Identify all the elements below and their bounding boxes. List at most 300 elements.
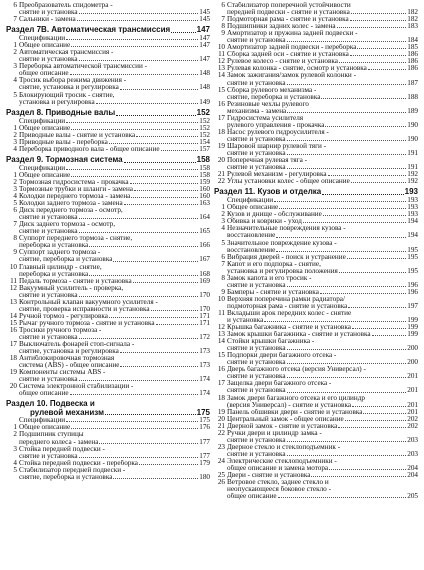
toc-entry — [214, 465, 418, 472]
dot-leader — [66, 122, 198, 123]
page-number: 193 — [407, 210, 418, 219]
toc-entry — [214, 23, 418, 30]
entry-number: 5 — [13, 199, 17, 208]
page-number: 179 — [199, 458, 210, 467]
entry-title: общее описание — [19, 390, 69, 398]
page-number: 177 — [199, 451, 210, 460]
page-number: 172 — [199, 332, 210, 341]
page-number: 177 — [199, 437, 210, 446]
section-title: Раздел 7В. Автоматическая трансмиссия — [6, 25, 171, 35]
entry-title: Кузов и днище - обслуживание — [227, 211, 322, 219]
toc-entry — [214, 430, 418, 437]
dot-leader — [79, 60, 199, 61]
entry-title: Общее описание — [227, 204, 279, 212]
entry-title: Колодки переднего тормоза - замена — [19, 193, 131, 201]
dot-leader — [79, 296, 199, 297]
entry-title: Диск заднего тормоза - осмотр, — [19, 221, 116, 229]
dot-leader — [151, 310, 199, 311]
toc-entry — [214, 317, 418, 324]
entry-number: 20 — [217, 156, 225, 165]
page-number: 199 — [407, 323, 418, 332]
entry-number: 20 — [9, 382, 17, 391]
entry-number: 18 — [217, 393, 225, 402]
entry-number: 9 — [13, 248, 17, 257]
toc-entry — [6, 341, 210, 348]
toc-entry — [6, 348, 210, 355]
page-number: 203 — [407, 435, 418, 444]
toc-entry — [6, 200, 210, 207]
toc-entry — [6, 417, 210, 424]
page-number: 202 — [407, 421, 418, 430]
entry-number: 9 — [221, 29, 225, 38]
toc-entry — [214, 157, 418, 164]
entry-title: Спецификации — [19, 417, 66, 425]
dot-leader — [325, 126, 406, 127]
dot-leader — [348, 307, 406, 308]
entry-title: Двери - снятие и установка — [227, 472, 311, 480]
dot-leader — [357, 48, 406, 49]
entry-title: механизма - замена — [227, 107, 287, 115]
toc-entry — [214, 409, 418, 416]
toc-entry — [6, 179, 210, 186]
entry-number: 3 — [13, 444, 17, 453]
toc-entry — [6, 285, 210, 292]
entry-title: восстановление — [227, 232, 276, 240]
entry-title: снятие и установка — [227, 387, 286, 395]
entry-number: 13 — [217, 64, 225, 73]
page-number: 189 — [407, 106, 418, 115]
page-number: 192 — [407, 177, 418, 186]
page-number: 196 — [407, 280, 418, 289]
toc-entry — [6, 2, 210, 9]
entry-title: Рычаг ручного тормоза - снятие и установка — [19, 319, 155, 327]
section-heading — [6, 399, 210, 417]
entry-number: 7 — [221, 259, 225, 268]
toc-entry — [214, 437, 418, 444]
toc-entry — [6, 453, 210, 460]
dot-leader — [363, 413, 406, 414]
dot-leader — [278, 497, 407, 498]
dot-leader — [287, 363, 407, 364]
entry-number: 22 — [217, 177, 225, 186]
toc-entry — [214, 108, 418, 115]
dot-leader — [287, 286, 407, 287]
entry-title: установка и регулировка — [19, 98, 95, 106]
section-heading — [6, 25, 210, 35]
page-number: 199 — [407, 316, 418, 325]
toc-entry — [6, 292, 210, 299]
entry-number: 21 — [217, 170, 225, 179]
dot-leader — [372, 335, 407, 336]
entry-number: 2 — [221, 210, 225, 219]
toc-entry — [214, 204, 418, 211]
toc-entry — [214, 359, 418, 366]
page-number: 200 — [407, 344, 418, 353]
entry-title: Стойки крышки багажника - — [227, 338, 315, 346]
entry-title: Общее описание — [19, 124, 71, 132]
section-title: рулевой механизм — [30, 408, 104, 418]
entry-title: снятие и установка — [227, 164, 286, 172]
dot-leader — [287, 455, 407, 456]
entry-number: 16 — [217, 365, 225, 374]
toc-entry — [6, 256, 210, 263]
toc-entry — [6, 35, 210, 42]
dot-leader — [96, 103, 199, 104]
toc-entry — [214, 115, 418, 122]
entry-title: Общее описание — [19, 42, 71, 50]
dot-leader — [274, 201, 406, 202]
dot-leader — [276, 251, 406, 252]
page-number: 158 — [199, 163, 210, 172]
toc-entry — [6, 132, 210, 139]
dot-leader — [139, 464, 198, 465]
toc-entry — [214, 30, 418, 37]
entry-title: снятие и установка — [227, 436, 286, 444]
dot-leader — [276, 237, 406, 238]
entry-title: Дверной замок - снятие и установка — [227, 422, 338, 430]
entry-title: Переборка автоматической трансмиссии - — [19, 63, 148, 71]
toc-entry — [6, 249, 210, 256]
toc-entry — [6, 369, 210, 376]
entry-number: 23 — [217, 442, 225, 451]
page-number: 193 — [404, 187, 418, 197]
page-number: 190 — [407, 134, 418, 143]
toc-entry — [214, 331, 418, 338]
dot-leader — [287, 168, 407, 169]
dot-leader — [120, 352, 198, 353]
entry-title: снятие и установка — [19, 228, 78, 236]
toc-entry — [214, 282, 418, 289]
entry-title: снятие, установка и регулировка — [19, 84, 119, 92]
page-number: 186 — [407, 64, 418, 73]
section-heading-line — [6, 408, 210, 417]
dot-leader — [329, 469, 406, 470]
entry-title: Амортизатор и пружина задней подвески - — [227, 30, 358, 38]
page-number: 168 — [199, 269, 210, 278]
entry-number: 9 — [221, 287, 225, 296]
dot-leader — [79, 13, 199, 14]
entry-title: передней подвески - снятие и установка — [227, 9, 350, 17]
toc-entry — [214, 2, 418, 9]
section-title: Раздел 11. Кузов и отделка — [214, 187, 322, 197]
dot-leader — [337, 27, 407, 28]
entry-number: 14 — [217, 71, 225, 80]
entry-number: 18 — [217, 127, 225, 136]
entry-title: Бамперы - снятие и установка — [227, 288, 319, 296]
dot-leader — [79, 232, 199, 233]
entry-title: снятие, переборка и установка — [19, 473, 113, 481]
dot-leader — [287, 441, 407, 442]
entry-number: 17 — [217, 113, 225, 122]
entry-number: 12 — [9, 283, 17, 292]
toc-entry — [6, 139, 210, 146]
entry-number: 17 — [217, 379, 225, 388]
dot-leader — [66, 421, 198, 422]
entry-title: Суппорт переднего тормоза - снятие, — [19, 235, 133, 243]
entry-number: 6 — [221, 1, 225, 9]
entry-number: 2 — [13, 177, 17, 186]
toc-entry — [6, 320, 210, 327]
toc-entry — [6, 193, 210, 200]
entry-number: 3 — [13, 137, 17, 146]
entry-title: Выключатель фонарей стоп-сигнала - — [19, 341, 135, 349]
entry-title: Капот и его подпорка - снятие, — [227, 260, 321, 268]
entry-title: (версия Универсал) - снятие и установка — [227, 401, 352, 409]
dot-leader — [120, 366, 198, 367]
dot-leader — [287, 349, 407, 350]
dot-leader — [351, 13, 406, 14]
entry-title: снятие и установка — [227, 281, 286, 289]
toc-entry — [6, 221, 210, 228]
dot-leader — [120, 89, 198, 90]
toc-entry — [214, 16, 418, 23]
entry-title: снятие и установка — [227, 345, 286, 353]
toc-entry — [6, 439, 210, 446]
dot-leader — [264, 321, 406, 322]
entry-title: Сборка задней оси - снятие и установка — [227, 51, 349, 59]
toc-entry — [214, 395, 418, 402]
toc-entry — [214, 479, 418, 486]
dot-leader — [338, 427, 406, 428]
entry-title: Замок капота и его тросик - — [227, 274, 312, 282]
page-number: 174 — [199, 375, 210, 384]
entry-title: Электрические стеклоподъемники - — [227, 457, 337, 465]
page-number: 196 — [407, 287, 418, 296]
dot-leader — [352, 328, 406, 329]
toc-entry — [214, 352, 418, 359]
entry-title: Вакуумный усилитель - проверка, — [19, 284, 124, 292]
dot-leader — [79, 218, 199, 219]
entry-number: 1 — [221, 203, 225, 212]
page-number: 175 — [196, 408, 210, 418]
toc-entry — [6, 172, 210, 179]
entry-title: Общее описание — [19, 424, 71, 432]
entry-title: Поперечная рулевая тяга - — [227, 157, 308, 165]
entry-title: Рулевая колонка - снятие, осмотр и установка — [227, 65, 367, 73]
toc-entry — [214, 232, 418, 239]
dot-leader — [171, 32, 195, 33]
entry-number: 13 — [9, 297, 17, 306]
toc-entry — [6, 9, 210, 16]
entry-title: Колодки заднего тормоза - замена — [19, 200, 123, 208]
dot-leader — [79, 380, 199, 381]
toc-entry — [214, 51, 418, 58]
toc-entry — [214, 101, 418, 108]
dot-leader — [136, 136, 198, 137]
toc-entry — [214, 197, 418, 204]
entry-title: и установка — [227, 317, 264, 325]
entry-number: 7 — [13, 220, 17, 229]
entry-title: снятие и установка — [19, 376, 78, 384]
toc-entry — [214, 225, 418, 232]
dot-leader — [352, 406, 406, 407]
entry-title: Система электронной стабилизации - — [19, 383, 134, 391]
dot-leader — [287, 41, 407, 42]
page-number: 152 — [196, 107, 210, 117]
page-number: 147 — [199, 41, 210, 50]
page-number: 205 — [407, 492, 418, 501]
section-heading — [6, 108, 210, 118]
entry-title: Защелка двери багажного отсека - — [227, 380, 332, 388]
toc-entry — [214, 80, 418, 87]
entry-number: 14 — [217, 337, 225, 346]
entry-title: Стойка передней подвески - переборка — [19, 459, 138, 467]
entry-title: снятие и установка — [227, 373, 286, 381]
entry-title: переднего колеса - замена — [19, 438, 99, 446]
entry-title: Блокирующий тросик - снятие, — [19, 91, 115, 99]
dot-leader — [66, 169, 198, 170]
toc-entry — [6, 63, 210, 70]
toc-entry — [6, 460, 210, 467]
entry-title: Дверь багажного отсека (версия Универсал) - — [227, 366, 366, 374]
entry-title: Крышка багажника - снятие и установка — [227, 324, 351, 332]
toc-entry — [6, 383, 210, 390]
toc-entry — [214, 178, 418, 185]
toc-entry — [6, 313, 210, 320]
entry-title: Углы установки колес - общее описание — [227, 178, 350, 186]
entry-number: 5 — [221, 238, 225, 247]
section-heading — [214, 187, 418, 197]
page-number: 186 — [407, 50, 418, 59]
page-number: 185 — [407, 43, 418, 52]
entry-number: 10 — [217, 294, 225, 303]
entry-number: 13 — [217, 330, 225, 339]
dot-leader — [350, 20, 407, 21]
toc-entry — [214, 143, 418, 150]
entry-number: 3 — [13, 62, 17, 71]
entry-title: снятие и установка — [227, 79, 286, 87]
dot-leader — [109, 317, 198, 318]
page-number: 148 — [199, 83, 210, 92]
page-number: 204 — [407, 464, 418, 472]
dot-leader — [79, 457, 199, 458]
entry-title: снятие и установка — [19, 9, 78, 17]
dot-leader — [311, 476, 406, 477]
page-number: 148 — [199, 69, 210, 78]
entry-title: Вкладыши арок передних колес - снятие — [227, 309, 352, 317]
entry-number: 4 — [13, 192, 17, 201]
entry-title: рулевого управления - прокачка — [227, 121, 325, 129]
entry-number: 1 — [13, 170, 17, 179]
toc-entry — [214, 44, 418, 51]
entry-number: 16 — [9, 325, 17, 334]
page-number: 193 — [407, 203, 418, 212]
entry-number: 4 — [221, 224, 225, 233]
toc-entry — [6, 42, 210, 49]
entry-number: 19 — [217, 141, 225, 150]
page-number: 171 — [199, 318, 210, 327]
toc-entry — [6, 214, 210, 221]
entry-number: 14 — [9, 311, 17, 320]
entry-title: Главный цилиндр - снятие, — [19, 263, 102, 271]
toc-entry — [6, 431, 210, 438]
page-number: 170 — [199, 304, 210, 313]
toc-entry — [214, 72, 418, 79]
toc-entry — [6, 390, 210, 397]
toc-entry — [6, 467, 210, 474]
dot-leader — [328, 175, 407, 176]
toc-entry — [6, 424, 210, 431]
entry-title: Рулевой механизм - регулировка — [227, 171, 327, 179]
entry-title: Общее описание — [19, 171, 71, 179]
toc-entry — [214, 247, 418, 254]
page-number: 201 — [407, 400, 418, 409]
entry-title: снятие и установка — [227, 450, 286, 458]
toc-entry — [6, 446, 210, 453]
page-number: 182 — [407, 8, 418, 17]
toc-entry — [214, 129, 418, 136]
entry-number: 10 — [217, 43, 225, 52]
entry-title: Сборка рулевого механизма - — [227, 86, 317, 94]
section-title: Раздел 10. Подвеска и — [6, 399, 95, 409]
toc-entry — [214, 289, 418, 296]
dot-leader — [70, 394, 199, 395]
page-number: 147 — [199, 34, 210, 43]
toc-entry — [214, 338, 418, 345]
section-title: Раздел 8. Приводные валы — [6, 107, 116, 117]
page-number: 173 — [199, 361, 210, 370]
entry-number: 2 — [13, 130, 17, 139]
dot-leader — [66, 39, 198, 40]
entry-title: снятие, переборка и установка — [227, 93, 321, 101]
toc-entry — [214, 493, 418, 500]
entry-number: 5 — [13, 90, 17, 99]
toc-entry — [214, 254, 418, 261]
page-number: 201 — [407, 372, 418, 381]
toc-entry — [214, 164, 418, 171]
entry-title: Гидросистема усилителя — [227, 114, 304, 122]
page-number: 145 — [199, 15, 210, 24]
entry-number: 6 — [221, 252, 225, 261]
toc-entry — [214, 65, 418, 72]
dot-leader — [339, 62, 406, 63]
toc-right-column — [214, 2, 418, 500]
toc-entry — [214, 261, 418, 268]
entry-title: установка и регулировка положения — [227, 267, 338, 275]
entry-number: 5 — [13, 465, 17, 474]
section-heading-line — [6, 399, 210, 408]
entry-number: 7 — [221, 15, 225, 24]
dot-leader — [287, 154, 407, 155]
entry-title: Ветровое стекло, заднее стекло и — [227, 479, 329, 487]
entry-title: снятие, проверка исправности и установка — [19, 305, 150, 313]
entry-title: Подпорки двери багажного отсека - — [227, 352, 337, 360]
page-number: 154 — [199, 137, 210, 146]
page-number: 200 — [407, 358, 418, 367]
entry-title: снятие и установка — [19, 214, 78, 222]
entry-title: Ручки двери и цилиндр замка - — [227, 429, 322, 437]
entry-title: Тросик выбора режима движения - — [19, 77, 127, 85]
toc-entry — [6, 362, 210, 369]
entry-title: Спецификации — [19, 164, 66, 172]
toc-entry — [6, 99, 210, 106]
dot-leader — [347, 258, 406, 259]
entry-number: 15 — [217, 85, 225, 94]
page-number: 152 — [199, 116, 210, 125]
page-number: 193 — [407, 196, 418, 205]
entry-number: 18 — [9, 354, 17, 363]
entry-title: снятие и установка — [19, 333, 78, 341]
dot-leader — [113, 478, 198, 479]
entry-title: Значительное повреждение кузова - — [227, 239, 337, 247]
toc-entry — [214, 240, 418, 247]
dot-leader — [134, 190, 198, 191]
entry-title: восстановление — [227, 246, 276, 254]
toc-entry — [214, 324, 418, 331]
toc-entry — [6, 207, 210, 214]
entry-title: Диск переднего тормоза - осмотр, — [19, 207, 123, 215]
entry-title: общее описание и замена мотора — [227, 465, 329, 472]
